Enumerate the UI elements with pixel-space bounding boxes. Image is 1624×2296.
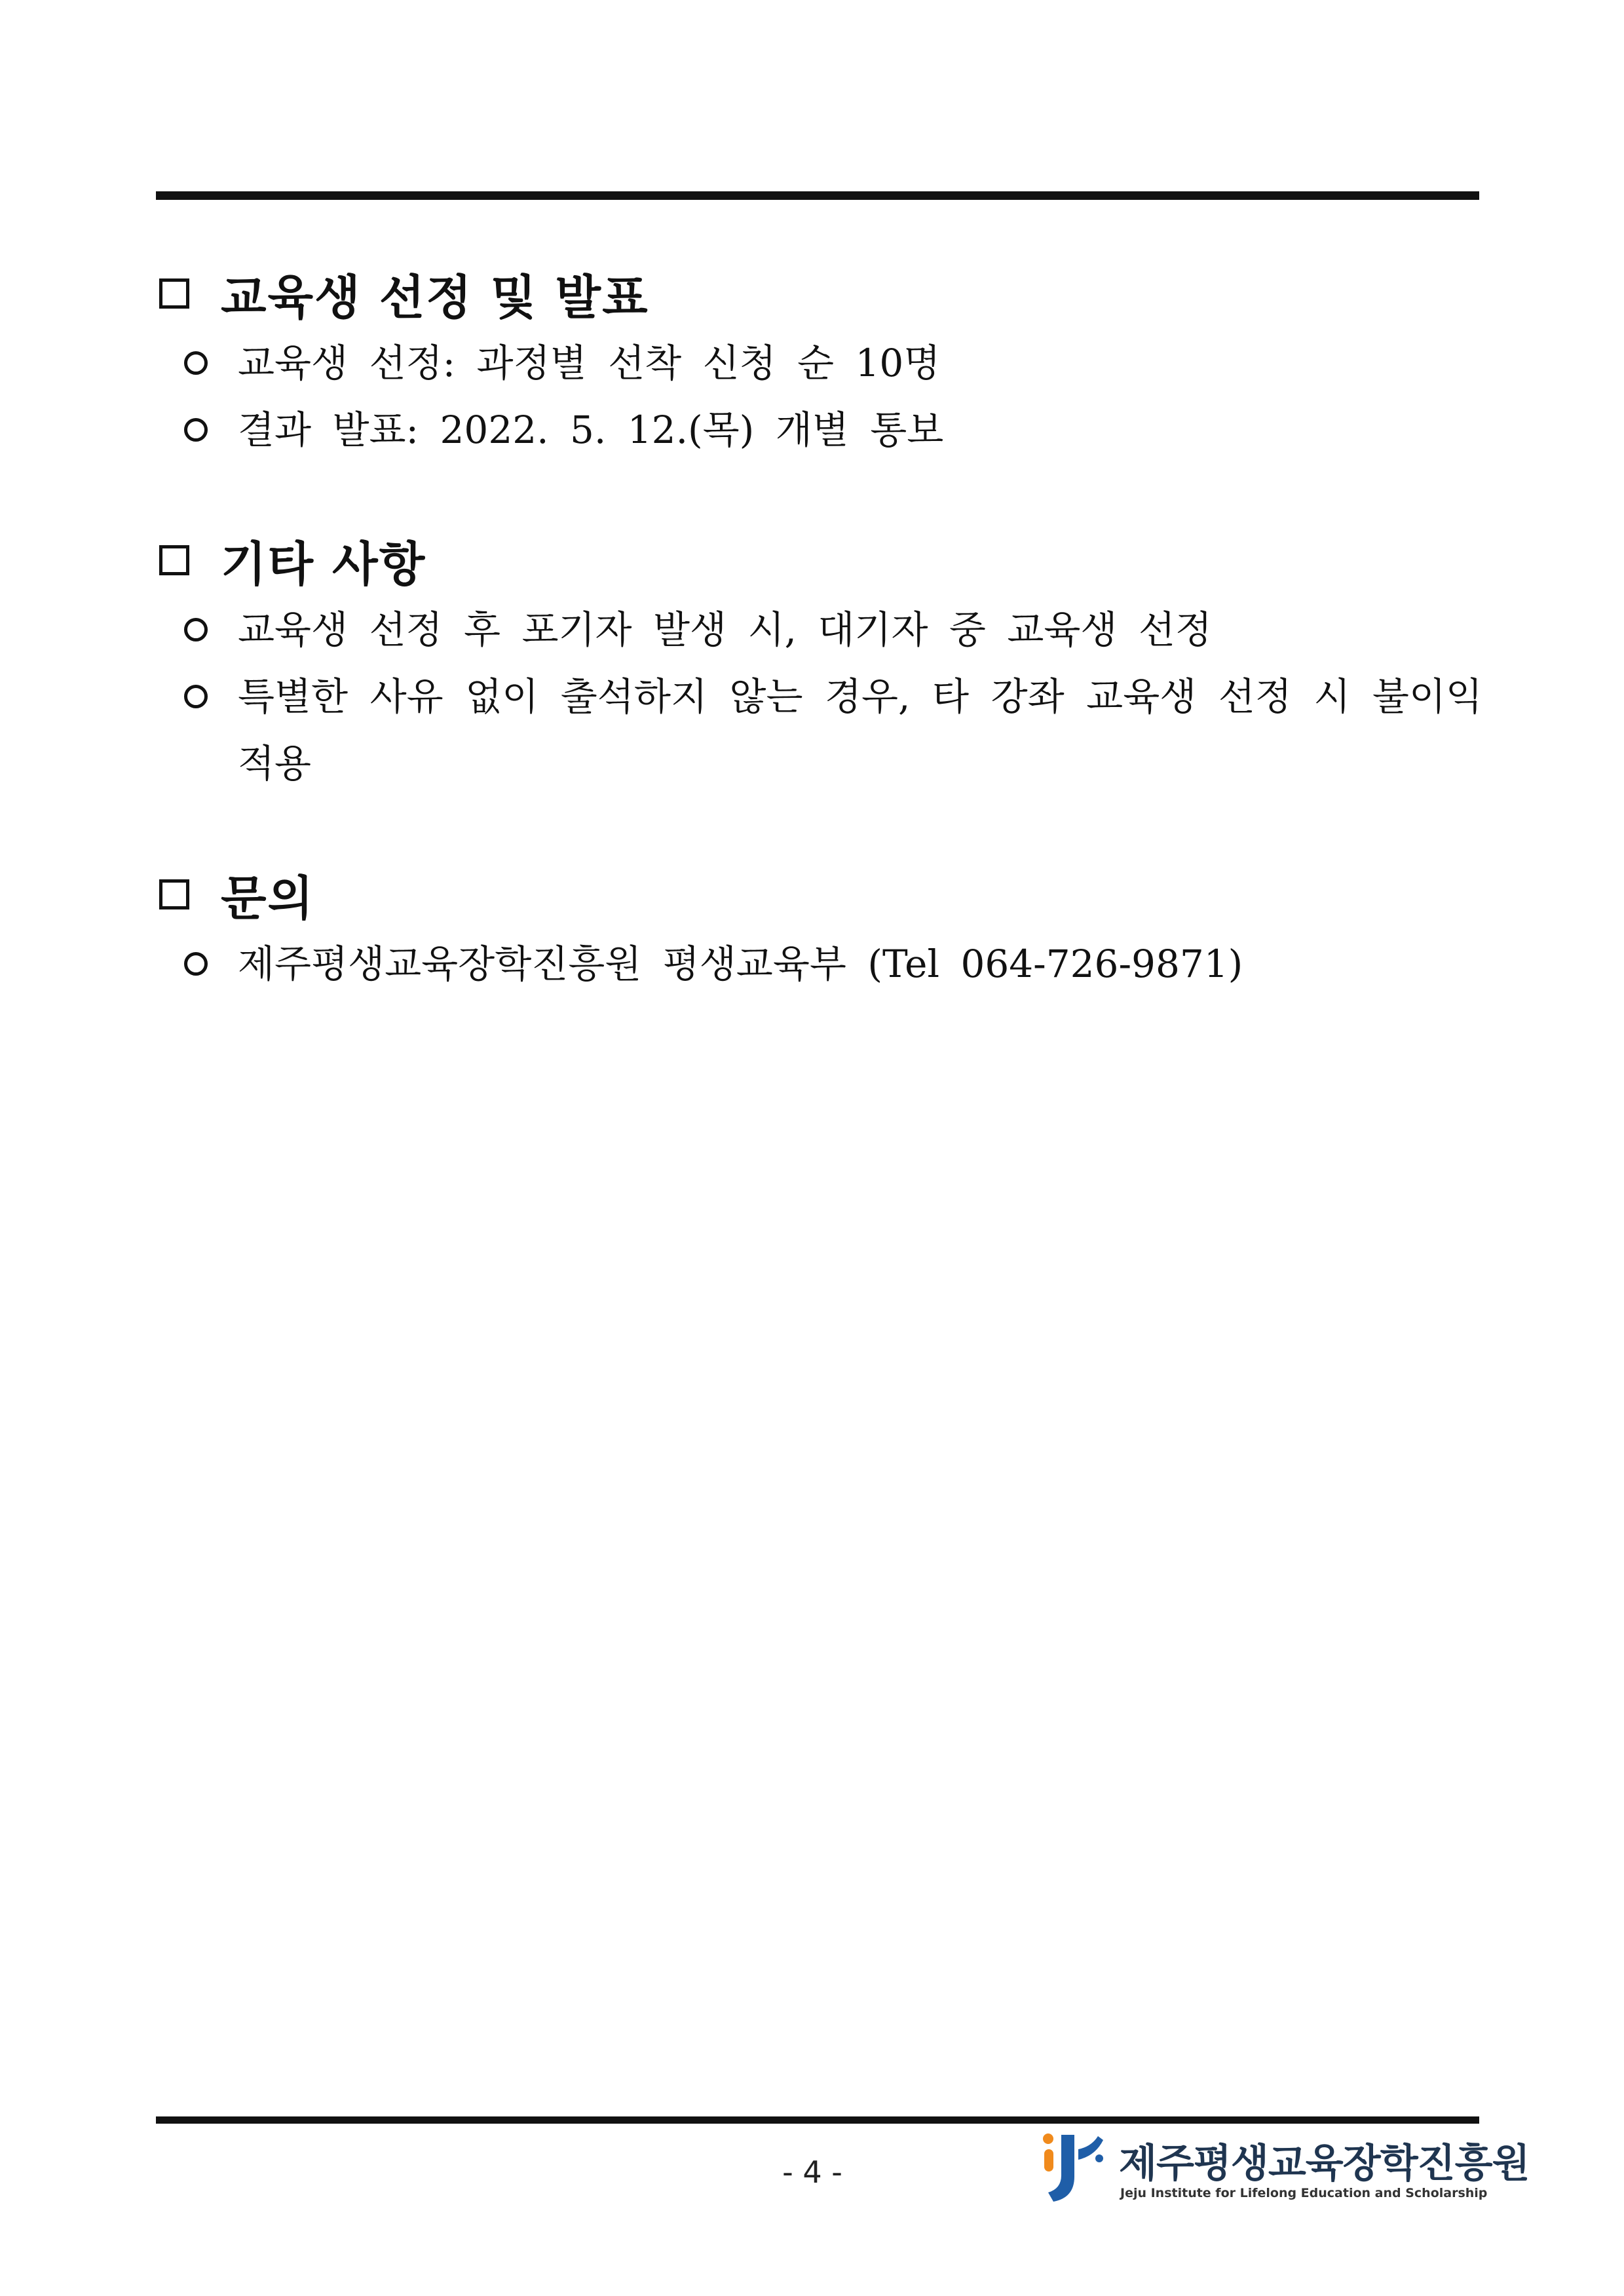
section-heading-text: 문의: [221, 871, 315, 926]
institute-logo-icon: [1035, 2130, 1107, 2207]
section-other-notes: [159, 524, 1482, 797]
circle-bullet-icon: [184, 418, 208, 442]
list-item: [159, 930, 1482, 997]
list-item-text: 교육생 선정: 과정별 선착 신청 순 10명: [238, 341, 941, 385]
section-heading: [159, 858, 1482, 930]
section-heading-text: 기타 사항: [221, 537, 426, 592]
list-item: [159, 330, 1482, 396]
section-heading: [159, 524, 1482, 596]
list-item: [159, 396, 1482, 463]
square-bullet-icon: [159, 545, 189, 575]
bottom-rule: [156, 2116, 1479, 2124]
section-selection-announcement: [159, 258, 1482, 463]
institute-logo: [1035, 2130, 1530, 2208]
institute-english-name: Jeju Institute for Lifelong Education and Scholarship: [1120, 2186, 1488, 2200]
top-rule: [156, 191, 1479, 200]
list-item-text: 결과 발표: 2022. 5. 12.(목) 개별 통보: [238, 408, 944, 452]
contact-text: 제주평생교육장학진흥원 평생교육부 (Tel 064-726-9871): [238, 942, 1243, 986]
section-heading-text: 교육생 선정 및 발표: [221, 270, 649, 325]
circle-bullet-icon: [184, 618, 208, 641]
circle-bullet-icon: [184, 685, 208, 708]
section-heading: [159, 258, 1482, 330]
square-bullet-icon: [159, 879, 189, 909]
page-number: - 4 -: [782, 2154, 842, 2190]
list-item: [159, 596, 1482, 663]
list-item: [159, 663, 1482, 797]
institute-name: 제주평생교육장학진흥원: [1119, 2141, 1530, 2187]
circle-bullet-icon: [184, 351, 208, 375]
square-bullet-icon: [159, 278, 189, 309]
section-inquiry: [159, 858, 1482, 997]
list-item-text: 교육생 선정 후 포기자 발생 시, 대기자 중 교육생 선정: [238, 607, 1212, 652]
circle-bullet-icon: [184, 952, 208, 976]
list-item-text: 특별한 사유 없이 출석하지 않는 경우, 타 강좌 교육생 선정 시 불이익 적용: [238, 674, 1482, 786]
